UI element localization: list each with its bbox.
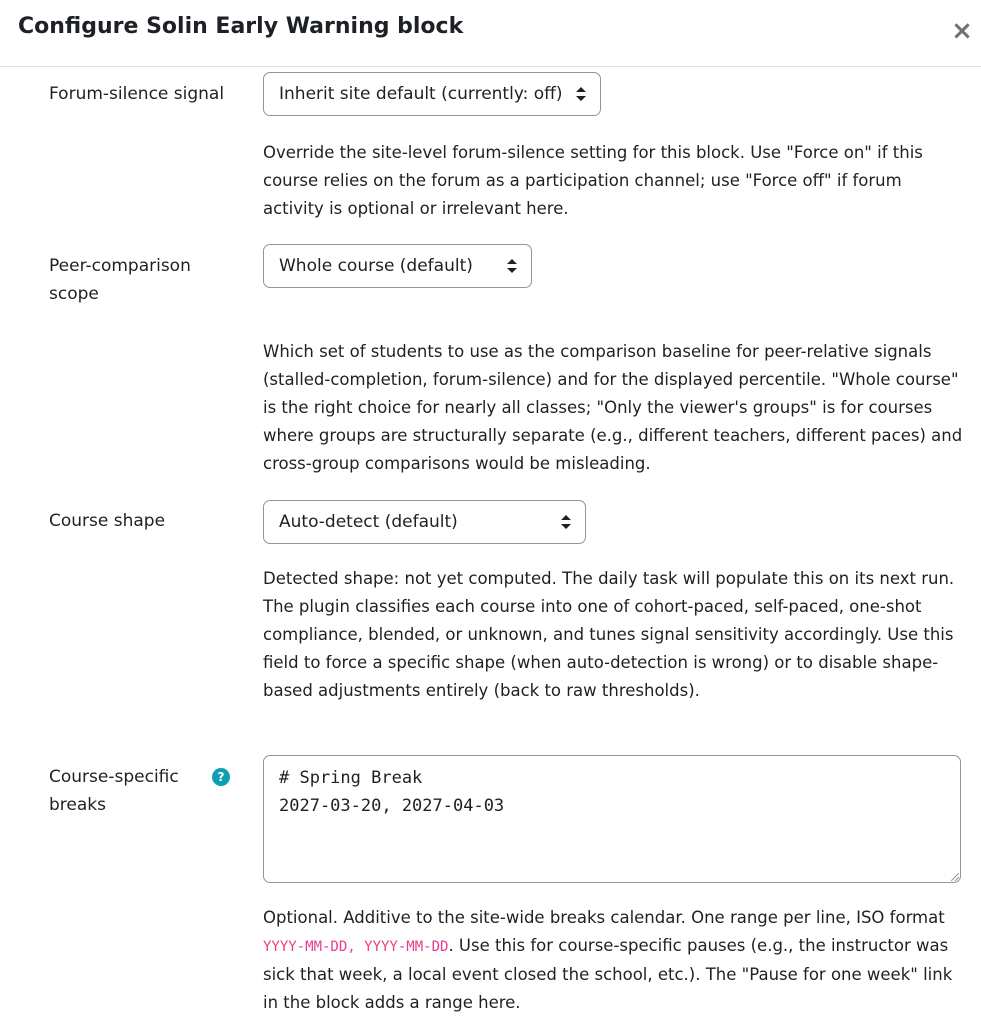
forum-silence-label: Forum-silence signal (49, 84, 225, 104)
breaks-textarea[interactable]: # Spring Break 2027-03-20, 2027-04-03 (263, 755, 961, 883)
sort-arrows-icon (507, 259, 517, 273)
question-circle-icon[interactable]: ? (212, 768, 230, 786)
breaks-help-text (263, 904, 963, 1017)
course-shape-help (263, 565, 963, 705)
breaks-help-pre: Optional. Additive to the site-wide breaks calendar. One range per line, ISO format (263, 908, 945, 927)
course-shape-label: Course shape (49, 511, 166, 531)
forum-silence-help-text: Override the site-level forum-silence setting for this block. Use "Force on" if this course relies on the forum as a participation channel; use "Force off" if forum activity is optional or irrelevant here. (263, 143, 923, 218)
sort-arrows-icon (576, 87, 586, 101)
peer-scope-help (263, 338, 963, 478)
forum-silence-help (263, 139, 963, 223)
breaks-label: Course-specific breaks (49, 767, 179, 815)
forum-silence-select[interactable] (263, 72, 601, 116)
resize-handle-icon[interactable] (949, 871, 959, 881)
course-shape-help-line1: Detected shape: not yet computed. The daily task will populate this on its next run. (263, 569, 955, 588)
dialog-title: Configure Solin Early Warning block (18, 14, 464, 39)
dialog-header (0, 0, 981, 67)
peer-scope-select[interactable] (263, 244, 532, 288)
peer-scope-help-text: Which set of students to use as the comparison baseline for peer-relative signals (stalled-completion, forum-silence) and for the displayed percentile. "Whole course" is the right choice for nearly all classes; "Only the viewer's groups" is for courses where groups are structurally separate (e.g., different teachers, different paces) and cross-group comparisons would be misleading. (263, 342, 963, 473)
course-shape-selected: Auto-detect (default) (279, 512, 458, 532)
course-shape-help-line2: The plugin classifies each course into one of cohort-paced, self-paced, one-shot compliance, blended, or unknown, and tunes signal sensitivity accordingly. Use this field to force a specific shape (when auto-detection is wrong) or to disable shape-based adjustments entirely (back to raw thresholds). (263, 597, 954, 700)
breaks-help (263, 904, 963, 1017)
breaks-help-post: . Use this for course-specific pauses (e.g., the instructor was sick that week, a local event closed the school, etc.). The "Pause for one week" link in the block adds a range here. (263, 936, 953, 1012)
sort-arrows-icon (561, 515, 571, 529)
forum-silence-selected: Inherit site default (currently: off) (279, 84, 563, 104)
peer-scope-selected: Whole course (default) (279, 256, 473, 276)
peer-scope-label: Peer-comparison scope (49, 256, 191, 304)
breaks-format-code: YYYY-MM-DD, YYYY-MM-DD (263, 939, 449, 955)
close-icon[interactable]: × (951, 16, 973, 46)
course-shape-select[interactable] (263, 500, 586, 544)
